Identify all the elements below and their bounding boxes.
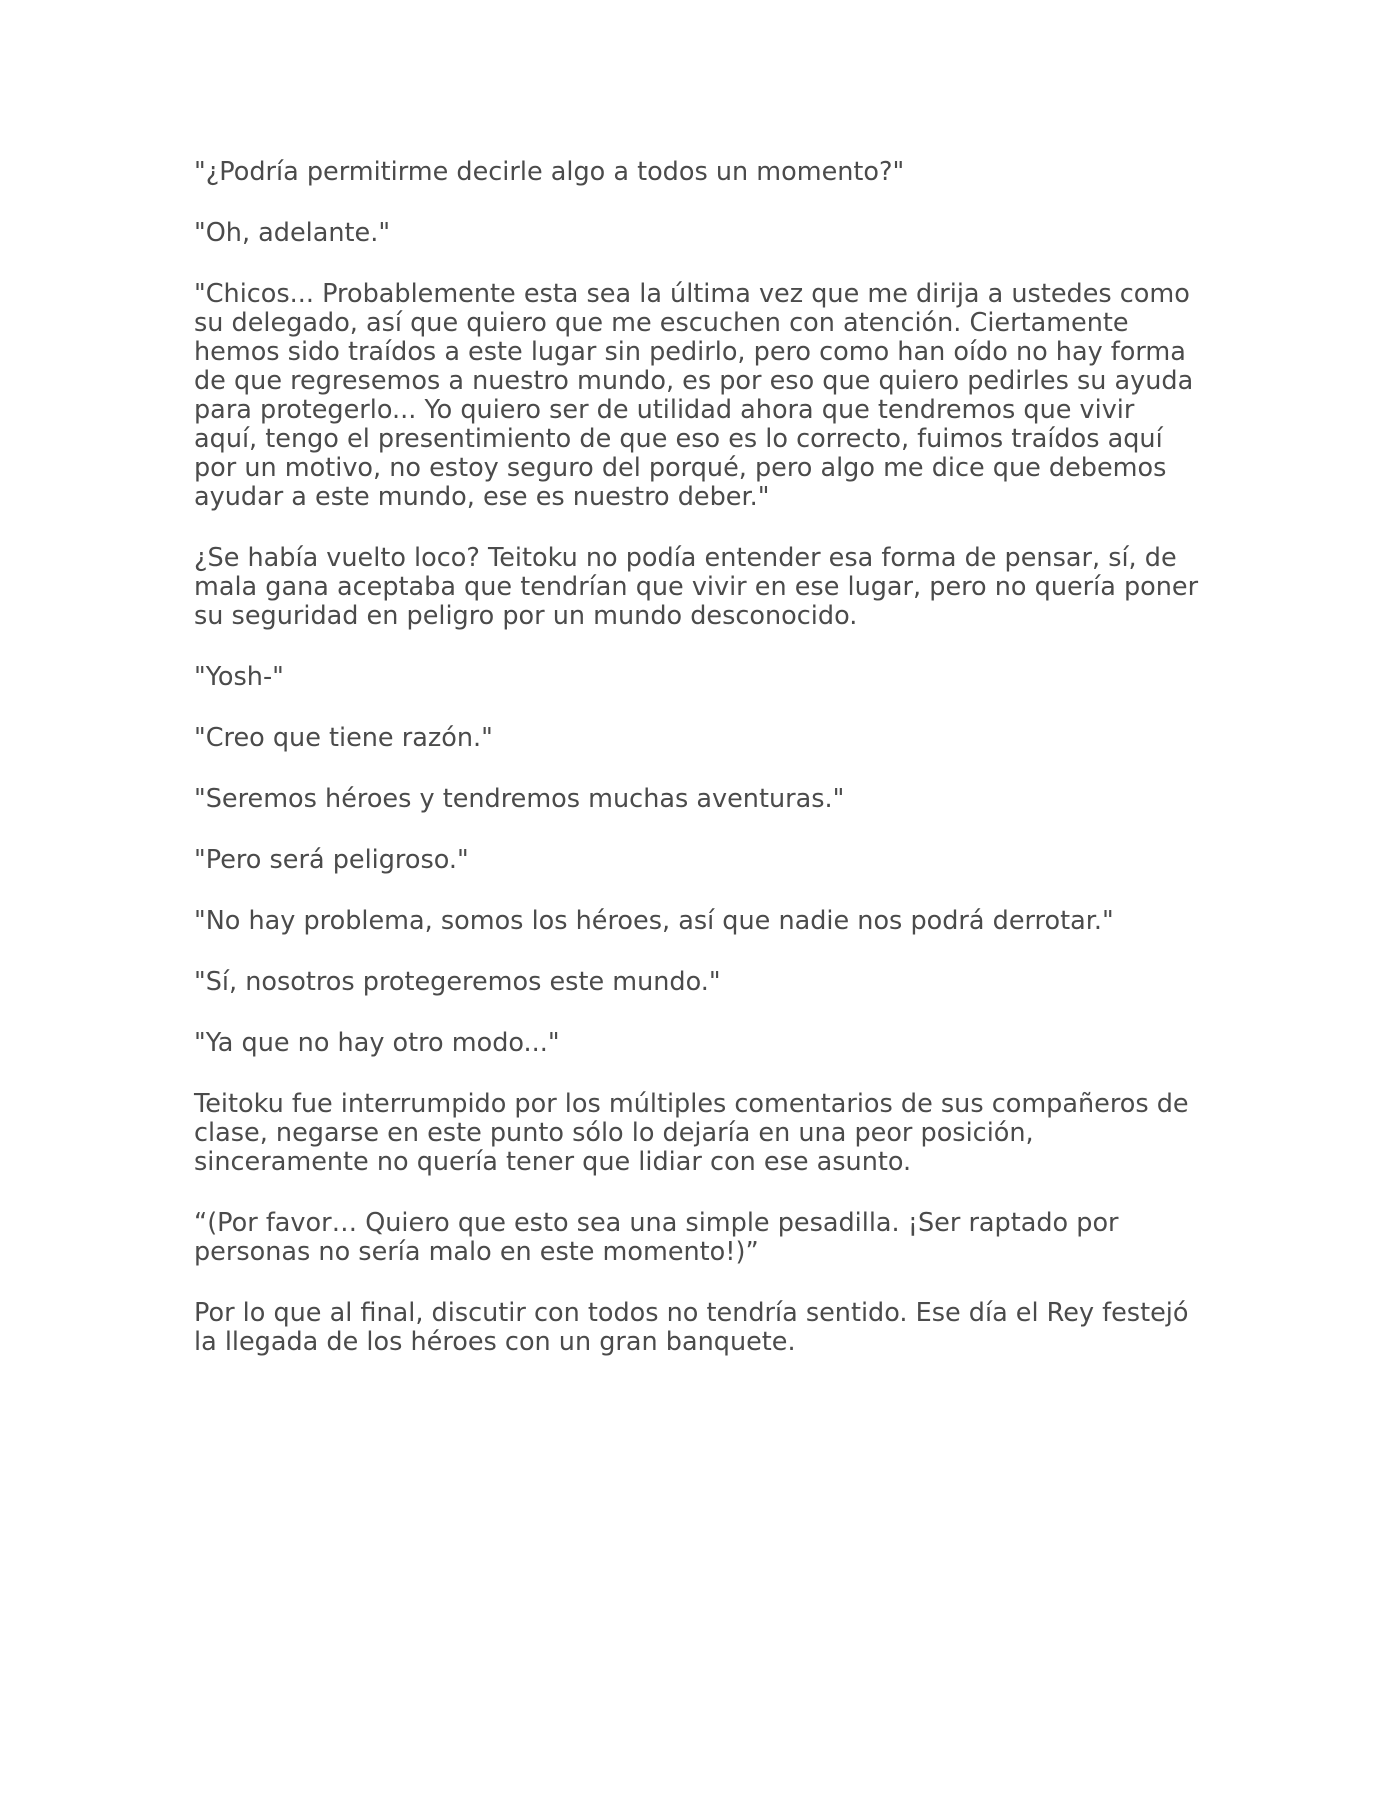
paragraph: "¿Podría permitirme decirle algo a todos un momento?" <box>194 157 905 187</box>
paragraph: "Seremos héroes y tendremos muchas aventuras." <box>194 784 845 814</box>
paragraph: ¿Se había vuelto loco? Teitoku no podía entender esa forma de pensar, sí, de mala gana aceptaba que tendrían que vivir en ese lugar, pero no quería poner su seguridad en peligro por un mundo desconocido. <box>194 543 1199 631</box>
paragraph: "Pero será peligroso." <box>194 845 469 875</box>
paragraph: "Yosh-" <box>194 662 284 692</box>
paragraph: "No hay problema, somos los héroes, así que nadie nos podrá derrotar." <box>194 906 1114 936</box>
paragraph: "Ya que no hay otro modo..." <box>194 1028 560 1058</box>
paragraph: “(Por favor… Quiero que esto sea una simple pesadilla. ¡Ser raptado por personas no sería malo en este momento!)” <box>194 1208 1119 1267</box>
paragraph: "Chicos... Probablemente esta sea la última vez que me dirija a ustedes como su delegado, así que quiero que me escuchen con atención. Ciertamente hemos sido traídos a este lugar sin pedirlo, pero como han oído no hay forma de que regresemos a nuestro mundo, es por eso que quiero pedirles su ayuda para protegerlo... Yo quiero ser de utilidad ahora que tendremos que vivir aquí, tengo el presentimiento de que eso es lo correcto, fuimos traídos aquí por un motivo, no estoy seguro del porqué, pero algo me dice que debemos ayudar a este mundo, ese es nuestro deber." <box>194 279 1194 512</box>
paragraph: Por lo que al final, discutir con todos no tendría sentido. Ese día el Rey festejó la llegada de los héroes con un gran banquete. <box>194 1298 1189 1357</box>
paragraph: "Oh, adelante." <box>194 218 391 248</box>
paragraph: "Creo que tiene razón." <box>194 723 493 753</box>
document-body <box>194 158 1204 1389</box>
paragraph: "Sí, nosotros protegeremos este mundo." <box>194 967 721 997</box>
paragraph: Teitoku fue interrumpido por los múltiples comentarios de sus compañeros de clase, negarse en este punto sólo lo dejaría en una peor posición, sinceramente no quería tener que lidiar con ese asunto. <box>194 1089 1189 1177</box>
